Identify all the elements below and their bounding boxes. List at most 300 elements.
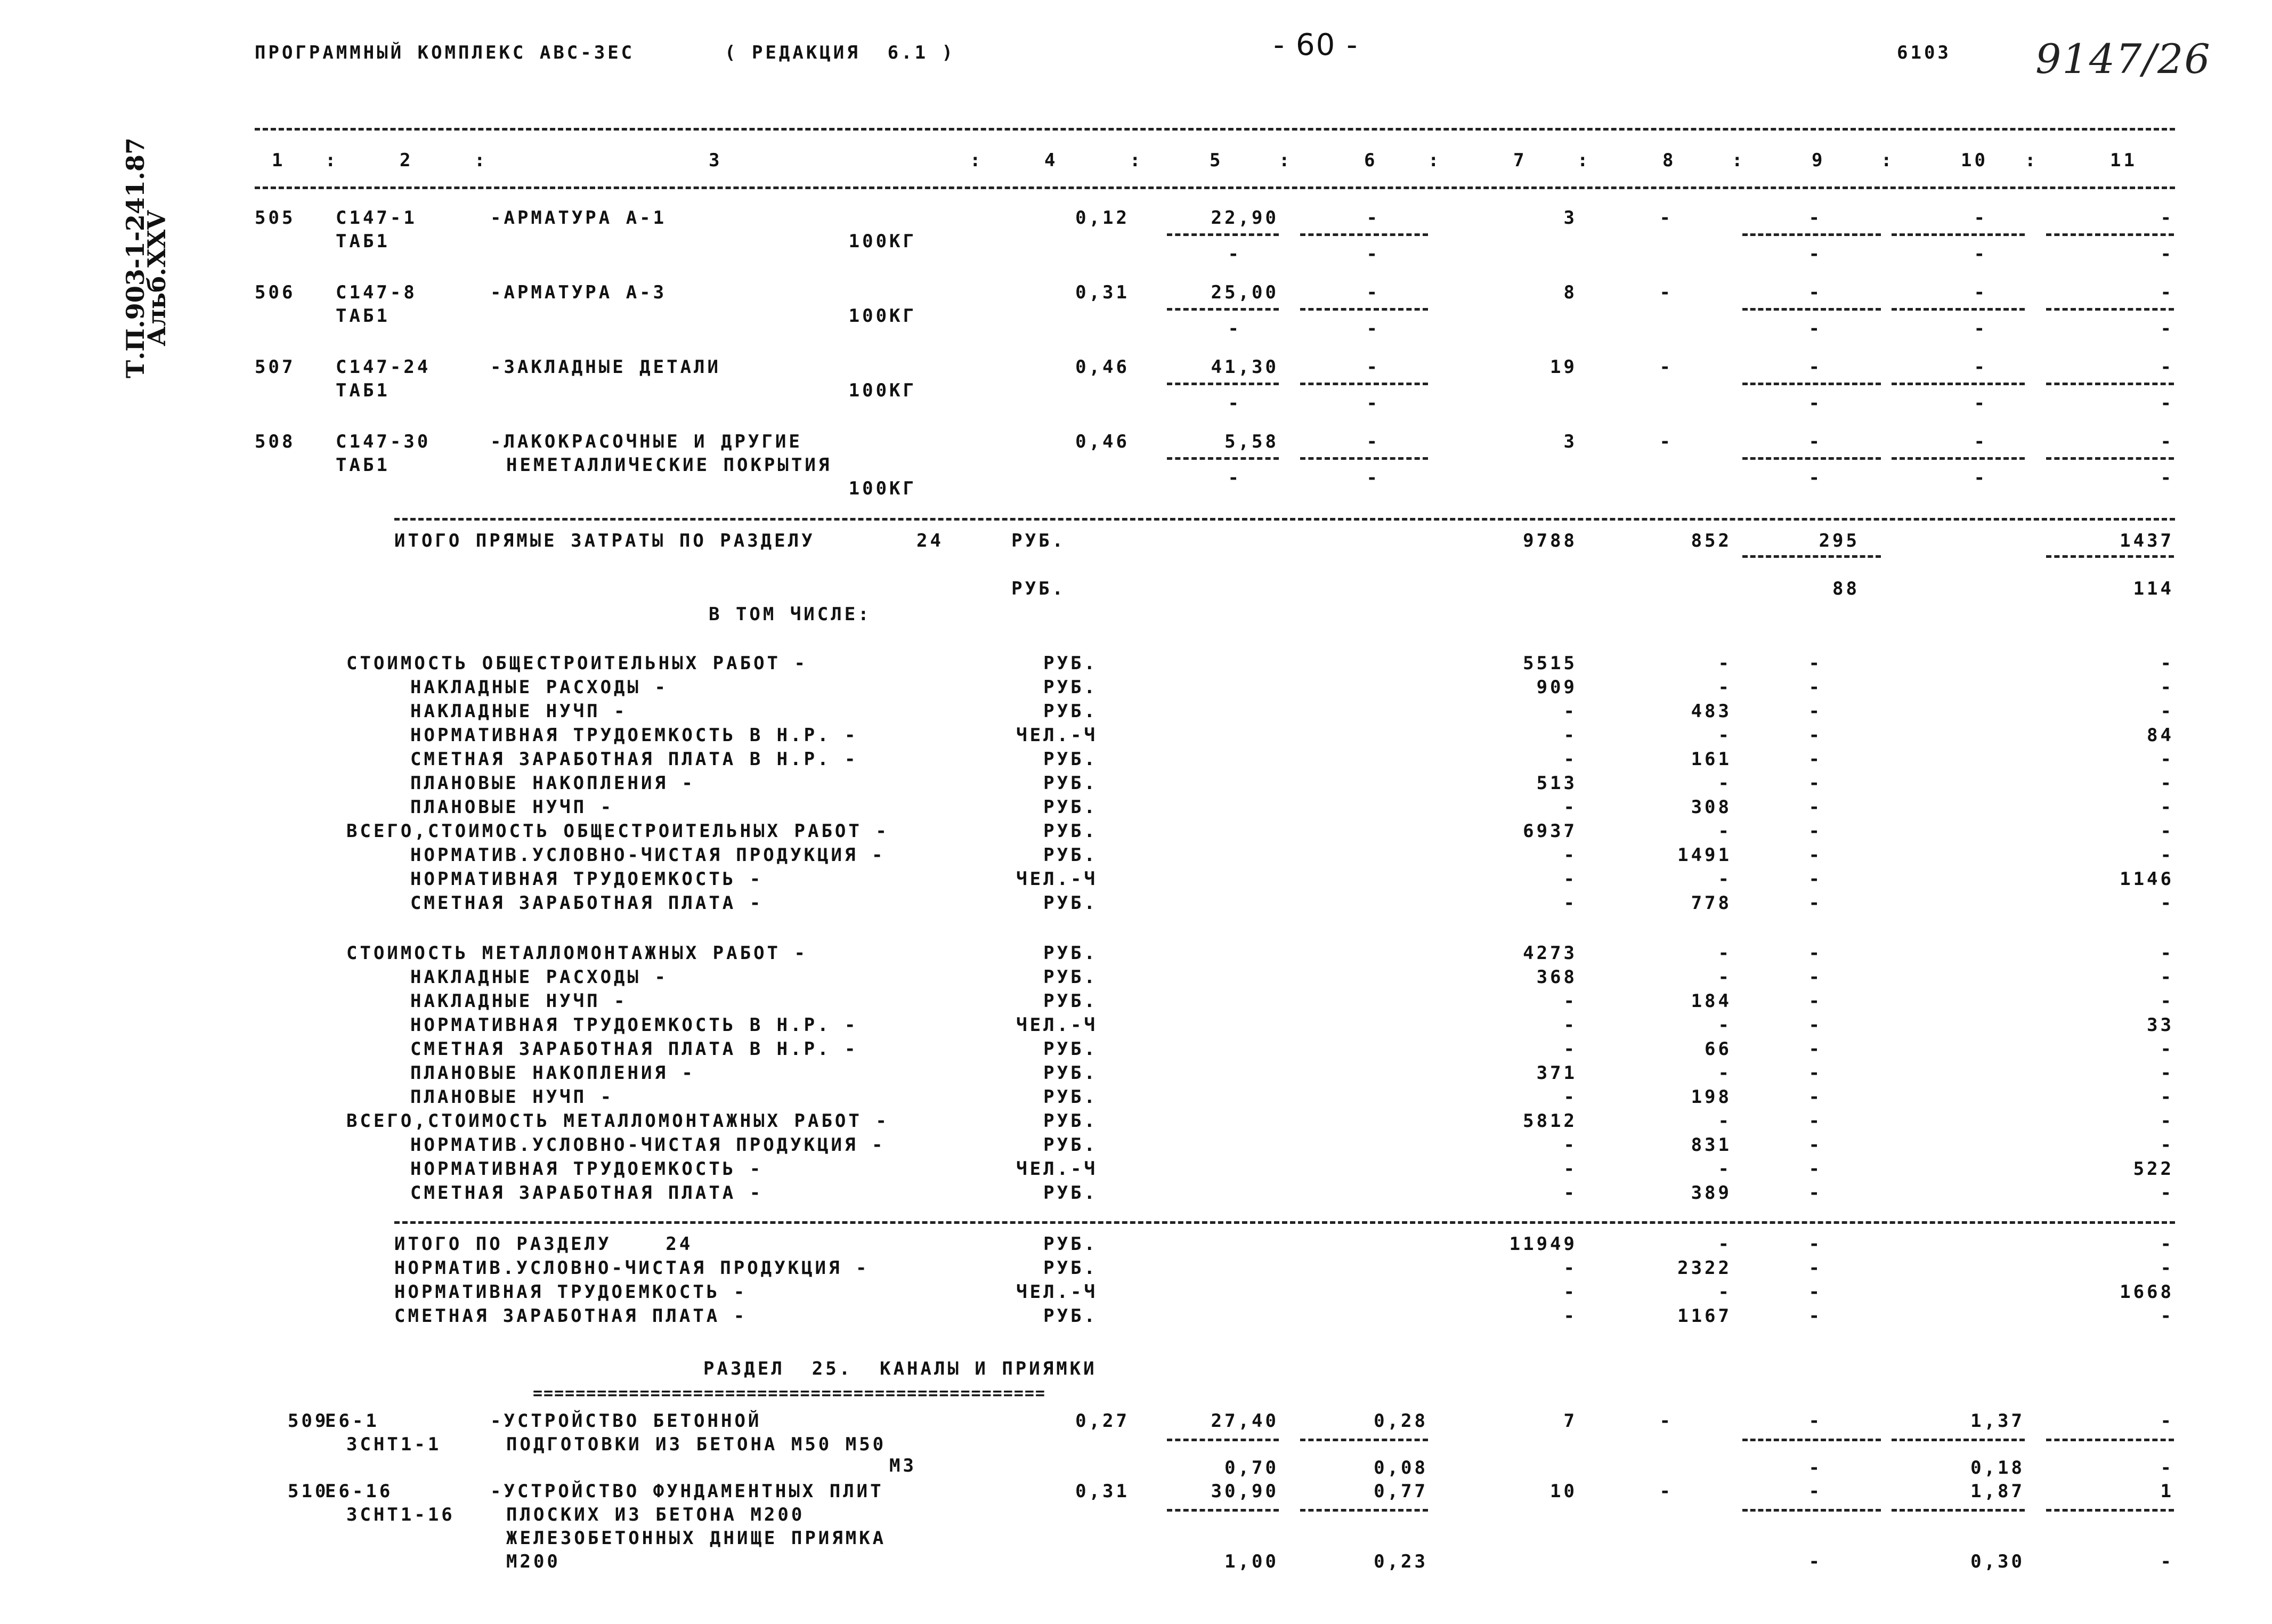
- block1-row-col8: -: [1718, 725, 1732, 746]
- item-sub-col11: -: [2160, 1551, 2174, 1572]
- item-col10: -: [1974, 356, 1987, 378]
- item-sub-col11: -: [2160, 467, 2174, 489]
- item-table-ref: ЗСНТ1-16: [346, 1504, 455, 1525]
- block2-row-col9: -: [1808, 990, 1822, 1012]
- item-sub-col5: -: [1228, 318, 1242, 339]
- block1-row-label: НАКЛАДНЫЕ РАСХОДЫ -: [410, 677, 668, 698]
- item-name: ПОДГОТОВКИ ИЗ БЕТОНА М50 М50: [506, 1434, 887, 1455]
- item1-sep-11: [2046, 308, 2174, 311]
- block1-row-col8: 308: [1691, 797, 1732, 818]
- item-col10: 1,87: [1970, 1481, 2025, 1502]
- item-col5: 5,58: [1224, 431, 1279, 452]
- block1-row-col11: -: [2160, 892, 2174, 914]
- item-number: 506: [255, 282, 296, 303]
- block1-row-col8: -: [1718, 773, 1732, 794]
- column-separator: :: [1577, 150, 1591, 171]
- block2-row-col11: -: [2160, 1038, 2174, 1060]
- item2-sep-5: [1167, 383, 1279, 385]
- item-col7: 8: [1563, 282, 1577, 303]
- block1-row-col7: -: [1563, 892, 1577, 914]
- section-total-col7: -: [1563, 1281, 1577, 1303]
- column-separator: :: [2025, 150, 2039, 171]
- item-code: Е6-1: [325, 1410, 379, 1432]
- block2-row-col9: -: [1808, 1158, 1822, 1180]
- section-total-col11: 1668: [2120, 1281, 2174, 1303]
- block2-row-col9: -: [1808, 1134, 1822, 1156]
- block2-row-col11: -: [2160, 943, 2174, 964]
- item-code: С147-24: [336, 356, 431, 378]
- section-total-col8: 2322: [1677, 1257, 1732, 1279]
- item0-sep-11: [2046, 233, 2174, 236]
- item-quantity: 0,12: [1075, 207, 1130, 229]
- section-total-col8: -: [1718, 1281, 1732, 1303]
- item-col11: -: [2160, 207, 2174, 229]
- block2-row-col7: 5812: [1523, 1110, 1577, 1132]
- item-unit: 100КГ: [848, 305, 916, 327]
- block1-row-col11: -: [2160, 749, 2174, 770]
- section-total-unit: РУБ.: [1043, 1233, 1098, 1255]
- item-unit: 100КГ: [848, 478, 916, 499]
- block1-row-unit: РУБ.: [1043, 749, 1098, 770]
- item25-0-sep-5: [1167, 1439, 1279, 1441]
- block2-row-col11: -: [2160, 1134, 2174, 1156]
- item-table-ref: ТАБ1: [336, 305, 390, 327]
- block1-row-col11: -: [2160, 821, 2174, 842]
- column-number: 5: [1210, 150, 1223, 171]
- item-col11: -: [2160, 356, 2174, 378]
- section-total-col7: 11949: [1509, 1233, 1577, 1255]
- section-total-col9: -: [1808, 1233, 1822, 1255]
- block1-row-label: НОРМАТИВ.УСЛОВНО-ЧИСТАЯ ПРОДУКЦИЯ -: [410, 845, 886, 866]
- block1-row-label: СТОИМОСТЬ ОБЩЕСТРОИТЕЛЬНЫХ РАБОТ -: [346, 653, 808, 674]
- block1-row-col11: -: [2160, 677, 2174, 698]
- block1-row-unit: РУБ.: [1043, 892, 1098, 914]
- block1-row-col11: -: [2160, 653, 2174, 674]
- item-col11: 1: [2160, 1481, 2174, 1502]
- column-separator: :: [325, 150, 339, 171]
- block2-row-col8: -: [1718, 1014, 1732, 1036]
- item1-sep-5: [1167, 308, 1279, 311]
- block1-row-col7: -: [1563, 797, 1577, 818]
- section-total-unit: ЧЕЛ.-Ч: [1016, 1281, 1098, 1303]
- item-sub-col9: -: [1808, 1551, 1822, 1572]
- item-col11: -: [2160, 282, 2174, 303]
- item-code: Е6-16: [325, 1481, 393, 1502]
- item-name: -АРМАТУРА А-1: [490, 207, 667, 229]
- item-col11: -: [2160, 431, 2174, 452]
- block2-row-col9: -: [1808, 967, 1822, 988]
- block1-row-unit: РУБ.: [1043, 845, 1098, 866]
- item-col6: -: [1366, 207, 1380, 229]
- item-name: -УСТРОЙСТВО ФУНДАМЕНТНЫХ ПЛИТ: [490, 1481, 884, 1502]
- block2-row-unit: ЧЕЛ.-Ч: [1016, 1158, 1098, 1180]
- block2-row-col7: -: [1563, 990, 1577, 1012]
- column-number: 2: [400, 150, 413, 171]
- item-unit: М3: [889, 1455, 916, 1476]
- block2-row-label: НОРМАТИВНАЯ ТРУДОЕМКОСТЬ -: [410, 1158, 764, 1180]
- item-code: С147-30: [336, 431, 431, 452]
- item-col9: -: [1808, 1481, 1822, 1502]
- item-col10: -: [1974, 282, 1987, 303]
- section-total-col11: -: [2160, 1233, 2174, 1255]
- block2-row-col8: 198: [1691, 1086, 1732, 1108]
- item-col9: -: [1808, 431, 1822, 452]
- item25-0-sep-9: [1742, 1439, 1881, 1441]
- column-number: 11: [2110, 150, 2137, 171]
- block2-row-col9: -: [1808, 1014, 1822, 1036]
- item-col7: 3: [1563, 207, 1577, 229]
- item-sub-col11: -: [2160, 1457, 2174, 1479]
- block1-row-col11: 1146: [2120, 868, 2174, 890]
- block2-row-col9: -: [1808, 1062, 1822, 1084]
- block2-row-col7: -: [1563, 1014, 1577, 1036]
- block2-row-unit: РУБ.: [1043, 943, 1098, 964]
- total-direct-col7: 9788: [1523, 530, 1577, 551]
- item-table-ref: ТАБ1: [336, 454, 390, 476]
- block1-row-col9: -: [1808, 868, 1822, 890]
- block2-row-label: НОРМАТИВ.УСЛОВНО-ЧИСТАЯ ПРОДУКЦИЯ -: [410, 1134, 886, 1156]
- block1-row-col7: 909: [1536, 677, 1577, 698]
- block2-row-unit: РУБ.: [1043, 1182, 1098, 1204]
- total-direct-col9: 295: [1819, 530, 1860, 551]
- block1-row-col9: -: [1808, 653, 1822, 674]
- block1-row-col7: -: [1563, 845, 1577, 866]
- block2-row-unit: РУБ.: [1043, 1038, 1098, 1060]
- page-number: - 60 -: [1273, 28, 1359, 62]
- block2-row-col7: 368: [1536, 967, 1577, 988]
- block2-row-col9: -: [1808, 1038, 1822, 1060]
- block2-row-col8: 831: [1691, 1134, 1732, 1156]
- block1-row-col9: -: [1808, 773, 1822, 794]
- block1-row-col7: -: [1563, 868, 1577, 890]
- total-direct-section: 24: [916, 530, 944, 551]
- block2-row-col7: -: [1563, 1038, 1577, 1060]
- item-sub-col6: -: [1366, 467, 1380, 489]
- item-col6: -: [1366, 282, 1380, 303]
- item1-sep-10: [1892, 308, 2025, 311]
- block2-row-label: НАКЛАДНЫЕ НУЧП -: [410, 990, 628, 1012]
- item-sub-col11: -: [2160, 243, 2174, 265]
- block2-row-col11: -: [2160, 990, 2174, 1012]
- block2-row-col11: -: [2160, 1086, 2174, 1108]
- block2-row-col8: 184: [1691, 990, 1732, 1012]
- block1-row-label: НОРМАТИВНАЯ ТРУДОЕМКОСТЬ В Н.Р. -: [410, 725, 858, 746]
- column-separator: :: [1130, 150, 1143, 171]
- item-name: -АРМАТУРА А-3: [490, 282, 667, 303]
- item-sub-col9: -: [1808, 467, 1822, 489]
- item-number: 507: [255, 356, 296, 378]
- block2-row-col9: -: [1808, 1182, 1822, 1204]
- block1-row-unit: РУБ.: [1043, 773, 1098, 794]
- block1-row-label: ПЛАНОВЫЕ НАКОПЛЕНИЯ -: [410, 773, 695, 794]
- item-quantity: 0,46: [1075, 356, 1130, 378]
- block2-row-col9: -: [1808, 1110, 1822, 1132]
- column-number: 7: [1513, 150, 1527, 171]
- block2-row-unit: РУБ.: [1043, 1134, 1098, 1156]
- item-sub-col11: -: [2160, 393, 2174, 414]
- item-col9: -: [1808, 207, 1822, 229]
- section-total-col9: -: [1808, 1257, 1822, 1279]
- item-sub-col5: 0,70: [1224, 1457, 1279, 1479]
- section-total-unit: РУБ.: [1043, 1257, 1098, 1279]
- block1-row-col7: -: [1563, 749, 1577, 770]
- block1-row-unit: РУБ.: [1043, 653, 1098, 674]
- block1-row-unit: РУБ.: [1043, 677, 1098, 698]
- block1-row-unit: ЧЕЛ.-Ч: [1016, 868, 1098, 890]
- handwritten-number: 9147/26: [2035, 35, 2211, 83]
- item-name: ПЛОСКИХ ИЗ БЕТОНА М200: [506, 1504, 805, 1525]
- block2-row-unit: РУБ.: [1043, 1062, 1098, 1084]
- block1-row-col9: -: [1808, 892, 1822, 914]
- section-total-col8: -: [1718, 1233, 1732, 1255]
- item-sub-col9: -: [1808, 318, 1822, 339]
- item-sub-col10: -: [1974, 318, 1987, 339]
- block1-row-col8: -: [1718, 677, 1732, 698]
- block2-row-col8: -: [1718, 1062, 1732, 1084]
- item25-0-sep-10: [1892, 1439, 2025, 1441]
- block1-row-col7: 513: [1536, 773, 1577, 794]
- total-direct-rule: [394, 518, 2175, 521]
- item-unit: 100КГ: [848, 231, 916, 252]
- item-sub-col6: 0,08: [1374, 1457, 1428, 1479]
- block2-row-col9: -: [1808, 1086, 1822, 1108]
- item-name: НЕМЕТАЛЛИЧЕСКИЕ ПОКРЫТИЯ: [506, 454, 832, 476]
- item-col5: 41,30: [1211, 356, 1279, 378]
- column-separator: :: [1428, 150, 1442, 171]
- item-sub-col10: -: [1974, 467, 1987, 489]
- block2-row-label: ПЛАНОВЫЕ НАКОПЛЕНИЯ -: [410, 1062, 695, 1084]
- item-col8: -: [1659, 1481, 1673, 1502]
- item3-sep-9: [1742, 457, 1881, 460]
- block1-row-col11: -: [2160, 845, 2174, 866]
- block1-row-col8: 161: [1691, 749, 1732, 770]
- column-separator: :: [970, 150, 984, 171]
- item-sub-col6: -: [1366, 318, 1380, 339]
- section-total-label: ИТОГО ПО РАЗДЕЛУ 24: [394, 1233, 693, 1255]
- section-total-col11: -: [2160, 1257, 2174, 1279]
- block1-row-unit: РУБ.: [1043, 821, 1098, 842]
- total-direct-unit2: РУБ.: [1011, 578, 1066, 599]
- block1-row-col9: -: [1808, 677, 1822, 698]
- section-total-rule: [394, 1221, 2175, 1224]
- item-col10: 1,37: [1970, 1410, 2025, 1432]
- item-col10: -: [1974, 207, 1987, 229]
- item-quantity: 0,31: [1075, 282, 1130, 303]
- item-number: 509: [288, 1410, 329, 1432]
- block1-row-label: ВСЕГО,СТОИМОСТЬ ОБЩЕСТРОИТЕЛЬНЫХ РАБОТ -: [346, 821, 889, 842]
- item25-1-sep-10: [1892, 1509, 2025, 1512]
- column-separator: :: [1732, 150, 1746, 171]
- item-col5: 22,90: [1211, 207, 1279, 229]
- edition-label: ( РЕДАКЦИЯ 6.1 ): [725, 42, 955, 63]
- item-sub-col6: -: [1366, 243, 1380, 265]
- section-total-col8: 1167: [1677, 1305, 1732, 1327]
- block1-row-col9: -: [1808, 725, 1822, 746]
- block2-row-unit: РУБ.: [1043, 1086, 1098, 1108]
- block1-row-unit: РУБ.: [1043, 701, 1098, 722]
- item-col8: -: [1659, 1410, 1673, 1432]
- item-col7: 19: [1550, 356, 1577, 378]
- block2-row-col11: -: [2160, 1182, 2174, 1204]
- item-sub-col5: -: [1228, 467, 1242, 489]
- block1-row-col7: -: [1563, 701, 1577, 722]
- block1-row-col9: -: [1808, 749, 1822, 770]
- column-number: 9: [1812, 150, 1825, 171]
- section25-underline: ================================================: [533, 1384, 1046, 1403]
- block1-row-unit: РУБ.: [1043, 797, 1098, 818]
- item-col6: 0,28: [1374, 1410, 1428, 1432]
- item25-0-sep-6: [1300, 1439, 1428, 1441]
- block2-row-col11: -: [2160, 1062, 2174, 1084]
- block2-row-col7: -: [1563, 1134, 1577, 1156]
- item-unit: 100КГ: [848, 380, 916, 401]
- total-direct-col11b: 114: [2133, 578, 2174, 599]
- block1-row-col11: -: [2160, 773, 2174, 794]
- including-label: В ТОМ ЧИСЛЕ:: [709, 604, 872, 625]
- item1-sep-6: [1300, 308, 1428, 311]
- block1-row-col11: 84: [2147, 725, 2174, 746]
- item2-sep-6: [1300, 383, 1428, 385]
- item-quantity: 0,31: [1075, 1481, 1130, 1502]
- section-total-unit: РУБ.: [1043, 1305, 1098, 1327]
- block1-row-col9: -: [1808, 821, 1822, 842]
- item-col10: -: [1974, 431, 1987, 452]
- block2-row-col7: -: [1563, 1182, 1577, 1204]
- item-table-ref: ТАБ1: [336, 231, 390, 252]
- item-col5: 30,90: [1211, 1481, 1279, 1502]
- block2-row-label: ПЛАНОВЫЕ НУЧП -: [410, 1086, 614, 1108]
- document-code: 6103: [1897, 42, 1951, 63]
- item-sub-col6: -: [1366, 393, 1380, 414]
- block2-row-label: СТОИМОСТЬ МЕТАЛЛОМОНТАЖНЫХ РАБОТ -: [346, 943, 808, 964]
- block2-row-col11: -: [2160, 967, 2174, 988]
- item-name: -ЛАКОКРАСОЧНЫЕ И ДРУГИЕ: [490, 431, 802, 452]
- block2-row-unit: РУБ.: [1043, 1110, 1098, 1132]
- block2-row-label: СМЕТНАЯ ЗАРАБОТНАЯ ПЛАТА В Н.Р. -: [410, 1038, 858, 1060]
- item-sub-col9: -: [1808, 393, 1822, 414]
- section-total-col9: -: [1808, 1281, 1822, 1303]
- item-name: -ЗАКЛАДНЫЕ ДЕТАЛИ: [490, 356, 721, 378]
- item-col8: -: [1659, 356, 1673, 378]
- block2-row-col11: 522: [2133, 1158, 2174, 1180]
- block2-row-col11: -: [2160, 1110, 2174, 1132]
- item-name: -УСТРОЙСТВО БЕТОННОЙ: [490, 1410, 762, 1432]
- block1-row-label: СМЕТНАЯ ЗАРАБОТНАЯ ПЛАТА В Н.Р. -: [410, 749, 858, 770]
- item25-1-sep-5: [1167, 1509, 1279, 1512]
- item0-sep-10: [1892, 233, 2025, 236]
- item3-sep-5: [1167, 457, 1279, 460]
- block2-row-label: НОРМАТИВНАЯ ТРУДОЕМКОСТЬ В Н.Р. -: [410, 1014, 858, 1036]
- block2-row-col8: -: [1718, 943, 1732, 964]
- item-sub-col10: -: [1974, 243, 1987, 265]
- block1-row-label: НАКЛАДНЫЕ НУЧП -: [410, 701, 628, 722]
- block2-row-col8: -: [1718, 1110, 1732, 1132]
- block1-row-col8: -: [1718, 653, 1732, 674]
- program-title: ПРОГРАММНЫЙ КОМПЛЕКС АВС-ЗЕС: [255, 42, 635, 63]
- block1-row-col9: -: [1808, 797, 1822, 818]
- block2-row-col7: -: [1563, 1158, 1577, 1180]
- item-col9: -: [1808, 356, 1822, 378]
- block2-row-col11: 33: [2147, 1014, 2174, 1036]
- item-number: 508: [255, 431, 296, 452]
- side-stamp-line1: Т.П.903-1-241.87: [121, 137, 150, 378]
- item2-sep-11: [2046, 383, 2174, 385]
- item-code: С147-1: [336, 207, 417, 229]
- item-col7: 3: [1563, 431, 1577, 452]
- item3-sep-10: [1892, 457, 2025, 460]
- section-total-label: НОРМАТИВНАЯ ТРУДОЕМКОСТЬ -: [394, 1281, 748, 1303]
- item-sub-col9: -: [1808, 1457, 1822, 1479]
- section-total-col7: -: [1563, 1257, 1577, 1279]
- block1-row-label: ПЛАНОВЫЕ НУЧП -: [410, 797, 614, 818]
- item25-1-sep-11: [2046, 1509, 2174, 1512]
- column-number: 4: [1044, 150, 1058, 171]
- block2-row-unit: ЧЕЛ.-Ч: [1016, 1014, 1098, 1036]
- block2-row-col8: -: [1718, 967, 1732, 988]
- header-rule-top: [255, 128, 2175, 131]
- block2-row-col7: 4273: [1523, 943, 1577, 964]
- item-number: 505: [255, 207, 296, 229]
- column-separator: :: [1279, 150, 1293, 171]
- item25-0-sep-11: [2046, 1439, 2174, 1441]
- block1-row-label: СМЕТНАЯ ЗАРАБОТНАЯ ПЛАТА -: [410, 892, 764, 914]
- block1-row-col11: -: [2160, 797, 2174, 818]
- block2-row-col8: 389: [1691, 1182, 1732, 1204]
- total-direct-col9b: 88: [1832, 578, 1860, 599]
- item-col9: -: [1808, 1410, 1822, 1432]
- block1-row-col9: -: [1808, 845, 1822, 866]
- total-direct-unit: РУБ.: [1011, 530, 1066, 551]
- item-col7: 7: [1563, 1410, 1577, 1432]
- total-direct-col8: 852: [1691, 530, 1732, 551]
- column-separator: :: [1881, 150, 1895, 171]
- item-sub-col5: -: [1228, 393, 1242, 414]
- item-col8: -: [1659, 207, 1673, 229]
- item-col8: -: [1659, 431, 1673, 452]
- block2-row-label: НАКЛАДНЫЕ РАСХОДЫ -: [410, 967, 668, 988]
- block1-row-col11: -: [2160, 701, 2174, 722]
- item-table-ref: ЗСНТ1-1: [346, 1434, 442, 1455]
- item25-1-sep-6: [1300, 1509, 1428, 1512]
- block1-row-col7: -: [1563, 725, 1577, 746]
- column-number: 10: [1961, 150, 1988, 171]
- item-sub-col10: 0,18: [1970, 1457, 2025, 1479]
- total-direct-sub-9: [1742, 555, 1881, 558]
- item-sub-col9: -: [1808, 243, 1822, 265]
- item-quantity: 0,46: [1075, 431, 1130, 452]
- block1-row-col8: 778: [1691, 892, 1732, 914]
- item-col8: -: [1659, 282, 1673, 303]
- item-quantity: 0,27: [1075, 1410, 1130, 1432]
- item-col11: -: [2160, 1410, 2174, 1432]
- item-sub-col10: 0,30: [1970, 1551, 2025, 1572]
- block2-row-col8: 66: [1705, 1038, 1732, 1060]
- block1-row-col7: 5515: [1523, 653, 1577, 674]
- item-number: 510: [288, 1481, 329, 1502]
- item-name: ЖЕЛЕЗОБЕТОННЫХ ДНИЩЕ ПРИЯМКА: [506, 1528, 887, 1549]
- header-rule-bottom: [255, 186, 2175, 189]
- section-total-label: СМЕТНАЯ ЗАРАБОТНАЯ ПЛАТА -: [394, 1305, 748, 1327]
- column-number: 8: [1662, 150, 1676, 171]
- block2-row-label: ВСЕГО,СТОИМОСТЬ МЕТАЛЛОМОНТАЖНЫХ РАБОТ -: [346, 1110, 889, 1132]
- column-number: 6: [1364, 150, 1378, 171]
- section-total-col7: -: [1563, 1305, 1577, 1327]
- item-col6: 0,77: [1374, 1481, 1428, 1502]
- block2-row-col8: -: [1718, 1158, 1732, 1180]
- section-total-col11: -: [2160, 1305, 2174, 1327]
- block2-row-unit: РУБ.: [1043, 967, 1098, 988]
- item-sub-col11: -: [2160, 318, 2174, 339]
